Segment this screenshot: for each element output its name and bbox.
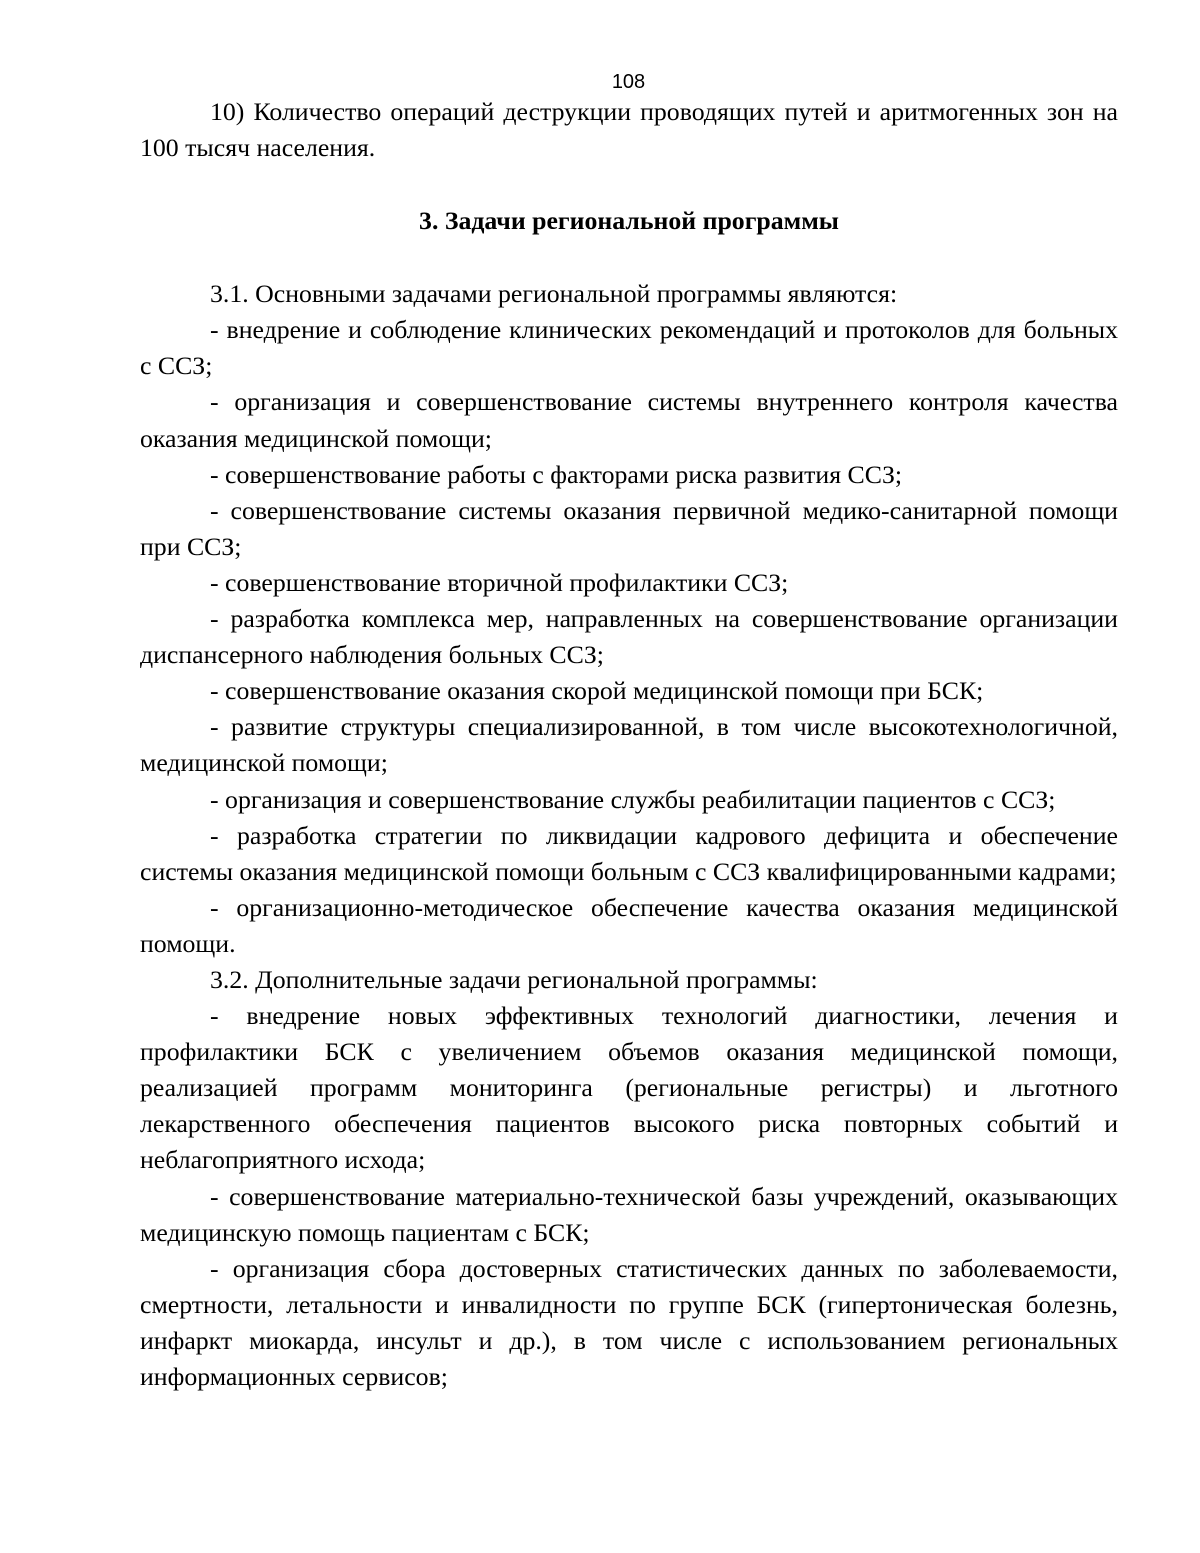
page-number: 108 [611, 71, 646, 93]
additional-task-item: - внедрение новых эффективных технологий диагностики, лечения и профилактики БСК с увеличением объемов оказания медицинской помощи, реализацией программ мониторинга (региональные регистры) и льготного лекарственного обеспечения пациентов высокого риска повторных событий и неблагоприятного исхода; [140, 1001, 1118, 1175]
additional-task-item: - совершенствование материально-технической базы учреждений, оказывающих медицинскую помощь пациентам с БСК; [140, 1181, 1118, 1247]
main-task-item: - организация и совершенствование системы внутреннего контроля качества оказания медицинской помощи; [140, 387, 1118, 453]
main-task-item: - организационно-методическое обеспечение качества оказания медицинской помощи. [140, 892, 1118, 958]
main-task-item: - совершенствование работы с факторами риска развития ССЗ; [210, 459, 903, 489]
additional-task-item: - организация сбора достоверных статистических данных по заболеваемости, смертности, летальности и инвалидности по группе БСК (гипертоническая болезнь, инфаркт миокарда, инсульт и др.), в том числе с использованием региональных информационных сервисов; [140, 1253, 1118, 1391]
main-task-item: - совершенствование вторичной профилактики ССЗ; [210, 567, 789, 597]
main-task-item: - совершенствование оказания скорой медицинской помощи при БСК; [210, 676, 984, 706]
section-title: 3. Задачи региональной программы [419, 206, 839, 236]
main-task-item: - развитие структуры специализированной, в том числе высокотехнологичной, медицинской помощи; [140, 712, 1118, 778]
additional-tasks-heading: 3.2. Дополнительные задачи региональной программы: [210, 964, 818, 994]
main-task-item: - внедрение и соблюдение клинических рекомендаций и протоколов для больных с ССЗ; [140, 315, 1118, 381]
main-task-item: - организация и совершенствование службы реабилитации пациентов с ССЗ; [210, 784, 1056, 814]
main-task-item: - совершенствование системы оказания первичной медико-санитарной помощи при ССЗ; [140, 495, 1118, 561]
intro-paragraph: 10) Количество операций деструкции проводящих путей и аритмогенных зон на 100 тысяч населения. [140, 97, 1118, 163]
main-tasks-heading: 3.1. Основными задачами региональной программы являются: [210, 279, 898, 309]
main-task-item: - разработка стратегии по ликвидации кадрового дефицита и обеспечение системы оказания медицинской помощи больным с ССЗ квалифицированными кадрами; [140, 820, 1118, 886]
main-task-item: - разработка комплекса мер, направленных на совершенствование организации диспансерного наблюдения больных ССЗ; [140, 604, 1118, 670]
document-body [140, 94, 1118, 1395]
